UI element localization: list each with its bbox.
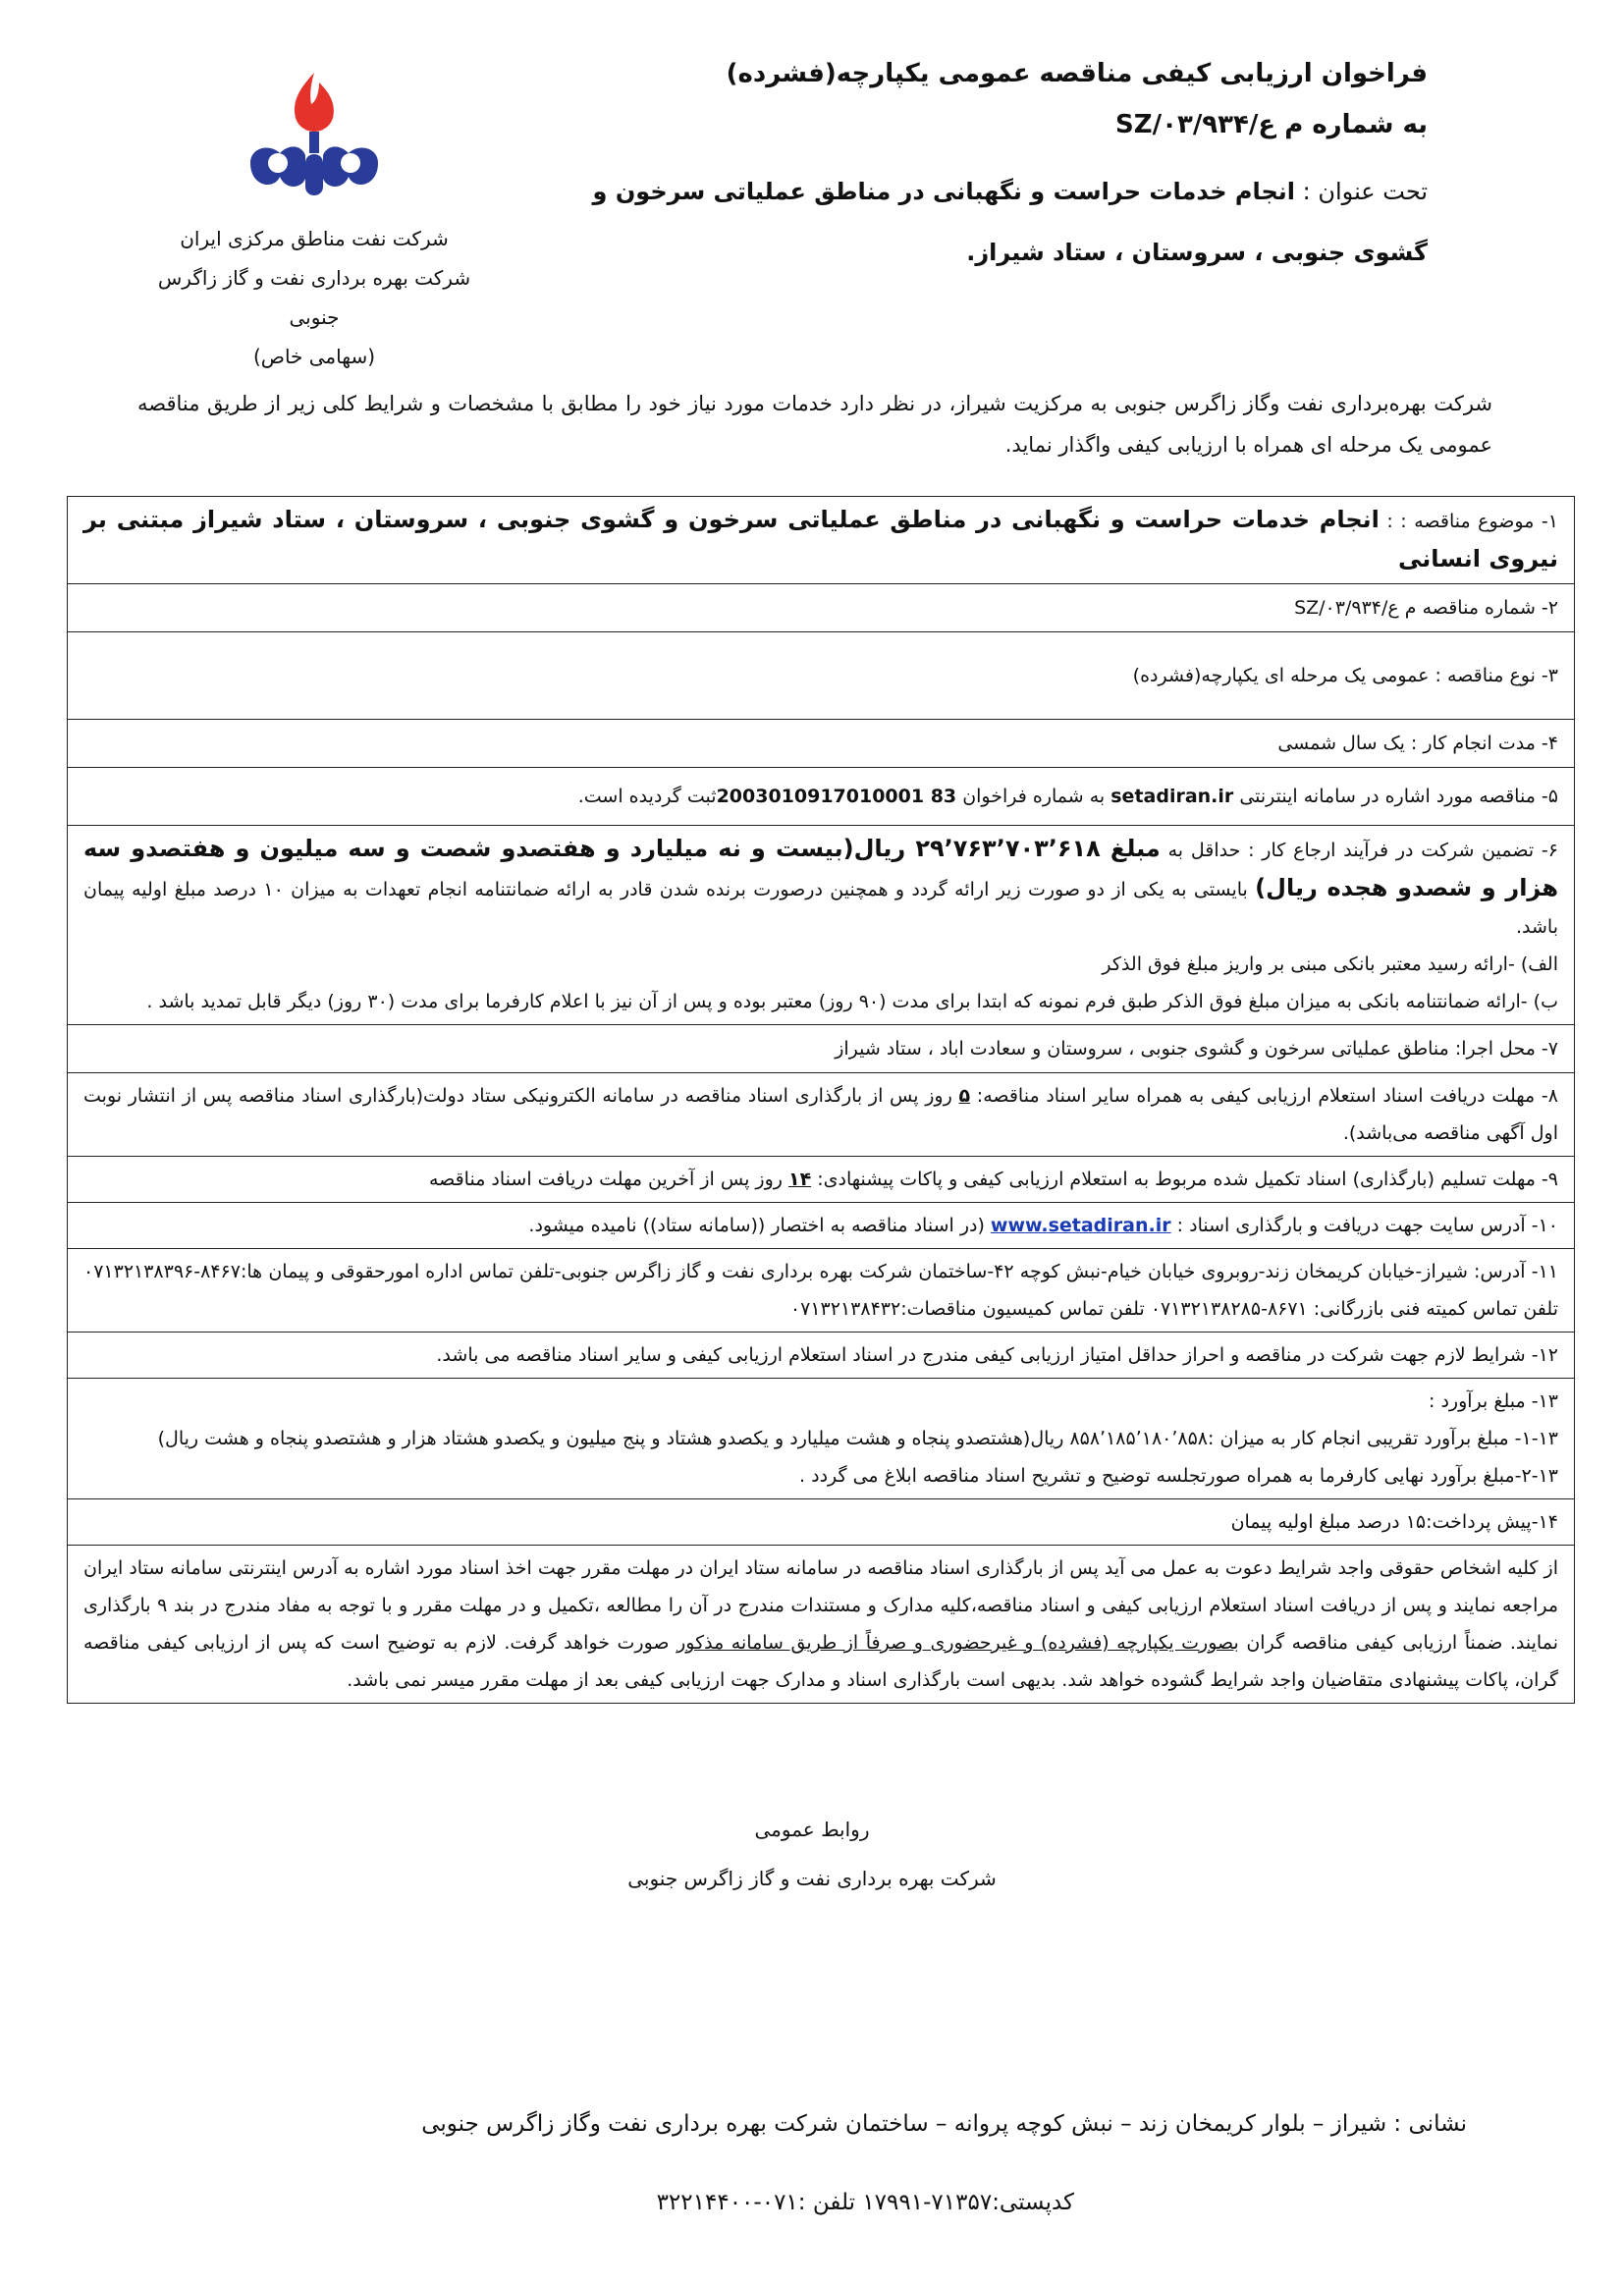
table-row xyxy=(68,768,1575,826)
final-underlined: بصورت یکپارچه (فشرده) و غیرحضوری و صرفاً از طریق سامانه مذکور xyxy=(677,1632,1239,1654)
table-row xyxy=(68,1379,1575,1499)
row4-duration: ۴- مدت انجام کار : یک سال شمسی xyxy=(68,720,1575,768)
announcement-title: فراخوان ارزیابی کیفی مناقصه عمومی یکپارچه(فشرده) xyxy=(726,59,1428,88)
footer-postal: کدپستی:۷۱۳۵۷-۱۷۹۹۱ تلفن :۰۷۱-۳۲۲۱۴۴۰۰ xyxy=(656,2190,1074,2215)
row6-amount: مبلغ ۲۹٬۷۶۳٬۷۰۳٬۶۱۸ ریال(بیست و نه میلیارد و هفتصدو شصت و سه میلیون و هفتصدو سه هزار و شصدو هجده ریال) xyxy=(83,835,1558,901)
table-row xyxy=(68,497,1575,584)
table-row xyxy=(68,1025,1575,1073)
row9-days: ۱۴ xyxy=(787,1169,812,1190)
subject-prefix: تحت عنوان : xyxy=(1295,178,1428,205)
row5-call-number: 2003010917010001 83 xyxy=(716,786,957,807)
row6-guarantee xyxy=(83,830,1558,946)
company-line-3: (سهامی خاص) xyxy=(252,345,376,368)
row9-text-a: ۹- مهلت تسلیم (بارگذاری) اسناد تکمیل شده مربوط به استعلام ارزیابی کیفی و پاکات پیشنهادی: xyxy=(811,1169,1558,1190)
tender-subject xyxy=(544,161,1428,283)
row10-text-a: ۱۰- آدرس سایت جهت دریافت و بارگذاری اسناد : xyxy=(1170,1215,1558,1236)
row13-estimate: ۱-۱۳- مبلغ برآورد تقریبی انجام کار به میزان :۸۵۸٬۱۸۵٬۱۸۰٬۸۵۸ ریال(هشتصدو پنجاه و هشت میلیارد و یکصدو هشتاد و پنج میلیون و یکصدو هشتاد هزار و هشتصدو پنجاه و هشت ریال) xyxy=(157,1428,1558,1449)
table-row xyxy=(68,720,1575,768)
tender-details-table xyxy=(67,496,1575,1704)
table-row xyxy=(68,1546,1575,1704)
table-row xyxy=(68,826,1575,1025)
table-row xyxy=(68,1203,1575,1249)
row6-option-alef: الف) -ارائه رسید معتبر بانکی مبنی بر واریز مبلغ فوق الذکر xyxy=(1102,953,1558,975)
row5-text-c: ثبت گردیده است. xyxy=(577,786,717,807)
row13-final-estimate: ۲-۱۳-مبلغ برآورد نهایی کارفرما به همراه صورتجلسه توضیح و تشریح اسناد مناقصه ابلاغ می گردد . xyxy=(799,1465,1558,1487)
public-relations: روابط عمومی xyxy=(754,1818,870,1841)
table-row xyxy=(68,1333,1575,1379)
tender-number-value: SZ/۰۳/۹۳۴ xyxy=(1115,110,1249,139)
company-logo-block xyxy=(147,69,481,376)
company-line-1: شرکت نفت مناطق مرکزی ایران xyxy=(180,227,449,250)
row11-address: ۱۱- آدرس: شیراز-خیابان کریمخان زند-روبروی خیابان خیام-نبش کوچه ۴۲-ساختمان شرکت بهره برداری نفت و گاز زاگرس جنوبی-تلفن تماس اداره امورحقوقی و پیمان ها:۸۴۶۷-۰۷۱۳۲۱۳۸۳۹۶ تلفن تماس کمیته فنی بازرگانی: ۸۶۷۱-۰۷۱۳۲۱۳۸۲۸۵ تلفن تماس کمیسیون مناقصات:۰۷۱۳۲۱۳۸۴۳۲ xyxy=(68,1249,1575,1333)
row6-option-be: ب) -ارائه ضمانتنامه بانکی به میزان مبلغ فوق الذکر طبق فرم نمونه که ابتدا برای مدت (۹۰ روز) معتبر بوده و پس از آن نیز با اعلام کارفرما برای مدت (۳۰ روز) دیگر قابل تمدید باشد . xyxy=(146,991,1558,1012)
row1-label: ۱- موضوع مناقصه : : xyxy=(1379,511,1558,532)
table-row xyxy=(68,1499,1575,1546)
table-row xyxy=(68,1073,1575,1157)
tender-number xyxy=(544,110,1428,139)
row12-conditions: ۱۲- شرایط لازم جهت شرکت در مناقصه و احراز حداقل امتیاز ارزیابی کیفی مندرج در اسناد استعلام ارزیابی کیفی و سایر اسناد مناقصه می باشد. xyxy=(68,1333,1575,1379)
row5-site: setadiran.ir xyxy=(1110,786,1234,807)
niocc-flame-logo-icon xyxy=(241,69,388,201)
intro-paragraph: شرکت بهره‌برداری نفت وگاز زاگرس جنوبی به مرکزیت شیراز، در نظر دارد خدمات مورد نیاز خود را مطابق با مشخصات و شرایط کلی زیر از طریق مناقصه عمومی یک مرحله ای همراه با ارزیابی کیفی واگذار نماید. xyxy=(137,392,1492,457)
row13-heading: ۱۳- مبلغ برآورد : xyxy=(1429,1390,1558,1412)
table-row xyxy=(68,1249,1575,1333)
row5-text-a: ۵- مناقصه مورد اشاره در سامانه اینترنتی xyxy=(1233,786,1558,807)
row3-tender-type: ۳- نوع مناقصه : عمومی یک مرحله ای یکپارچه(فشرده) xyxy=(68,632,1575,720)
announcement-header xyxy=(544,59,1428,283)
final-text-a: از کلیه اشخاص حقوقی واجد شرایط دعوت به عمل می آید پس از بارگذاری اسناد مناقصه در سامانه ستاد ایران در مهلت مقرر جهت اخذ اسناد مورد اشاره به آدرس اینترنتی سامانه ستاد ایران مراجعه نمایند و پس از دریافت اسناد استعلام ارزیابی کیفی و اسناد مناقصه،کلیه مدارک و مستندات مندرج در آن را مطالعه ،تکمیل و در مهلت مقرر و با توجه به مفاد مندرج در بند ۹ بارگذاری نمایند. ضمناً ارزیابی کیفی مناقصه گران xyxy=(83,1557,1559,1654)
table-row xyxy=(68,584,1575,632)
row1-subject: انجام خدمات حراست و نگهبانی در مناطق عملیاتی سرخون و گشوی جنوبی ، سروستان ، ستاد شیراز مبتنی بر نیروی انسانی xyxy=(83,506,1558,572)
tender-number-prefix: به شماره م ع/ xyxy=(1248,110,1428,139)
subject-text: انجام خدمات حراست و نگهبانی در مناطق عملیاتی سرخون و گشوی جنوبی ، سروستان ، ستاد شیراز. xyxy=(592,178,1428,266)
row14-prepayment: ۱۴-پیش پرداخت:۱۵ درصد مبلغ اولیه پیمان xyxy=(68,1499,1575,1546)
table-row xyxy=(68,1157,1575,1203)
row8-days: ۵ xyxy=(958,1085,971,1107)
row9-text-b: روز پس از آخرین مهلت دریافت اسناد مناقصه xyxy=(428,1169,788,1190)
final-text-b: صورت خواهد گرفت. لازم به توضیح است که پس از ارزیابی کیفی مناقصه گران، پاکات پیشنهادی متقاضیان واجد شرایط گشوده خواهد شد. بدیهی است بارگذاری اسناد و مدارک جهت ارزیابی کیفی بعد از مهلت مقرر میسر نمی باشد. xyxy=(83,1632,1558,1691)
row7-location: ۷- محل اجرا: مناطق عملیاتی سرخون و گشوی جنوبی ، سروستان و سعادت اباد ، ستاد شیراز xyxy=(68,1025,1575,1073)
signature-company: شرکت بهره برداری نفت و گاز زاگرس جنوبی xyxy=(627,1867,997,1890)
row8-text-b: روز پس از بارگذاری اسناد مناقصه در سامانه الکترونیکی ستاد دولت(بارگذاری اسناد مناقصه پس از انتشار نوبت اول آگهی مناقصه می‌باشد). xyxy=(83,1085,1558,1144)
footer-address: نشانی : شیراز – بلوار کریمخان زند – نبش کوچه پروانه – ساختمان شرکت بهره برداری نفت وگاز زاگرس جنوبی xyxy=(421,2111,1467,2137)
row6-text-b: بایستی به یکی از دو صورت زیر ارائه گردد و همچنین درصورت برنده شدن قادر به ارائه ضمانتنامه انجام تعهدات به میزان ۱۰ درصد مبلغ اولیه پیمان باشد. xyxy=(83,879,1558,938)
setadiran-link[interactable]: www.setadiran.ir xyxy=(990,1215,1171,1236)
signature-block xyxy=(0,1805,1624,1903)
row10-text-b: (در اسناد مناقصه به اختصار ((سامانه ستاد)) نامیده میشود. xyxy=(528,1215,991,1236)
row5-text-b: به شماره فراخوان xyxy=(956,786,1111,807)
row2-tender-number: ۲- شماره مناقصه م ع/SZ/۰۳/۹۳۴ xyxy=(68,584,1575,632)
row6-text-a: ۶- تضمین شرکت در فرآیند ارجاع کار : حداقل به xyxy=(1160,840,1558,861)
row8-text-a: ۸- مهلت دریافت اسناد استعلام ارزیابی کیفی به همراه سایر اسناد مناقصه: xyxy=(970,1085,1558,1107)
company-line-2: شرکت بهره برداری نفت و گاز زاگرس جنوبی xyxy=(157,266,471,329)
table-row xyxy=(68,632,1575,720)
